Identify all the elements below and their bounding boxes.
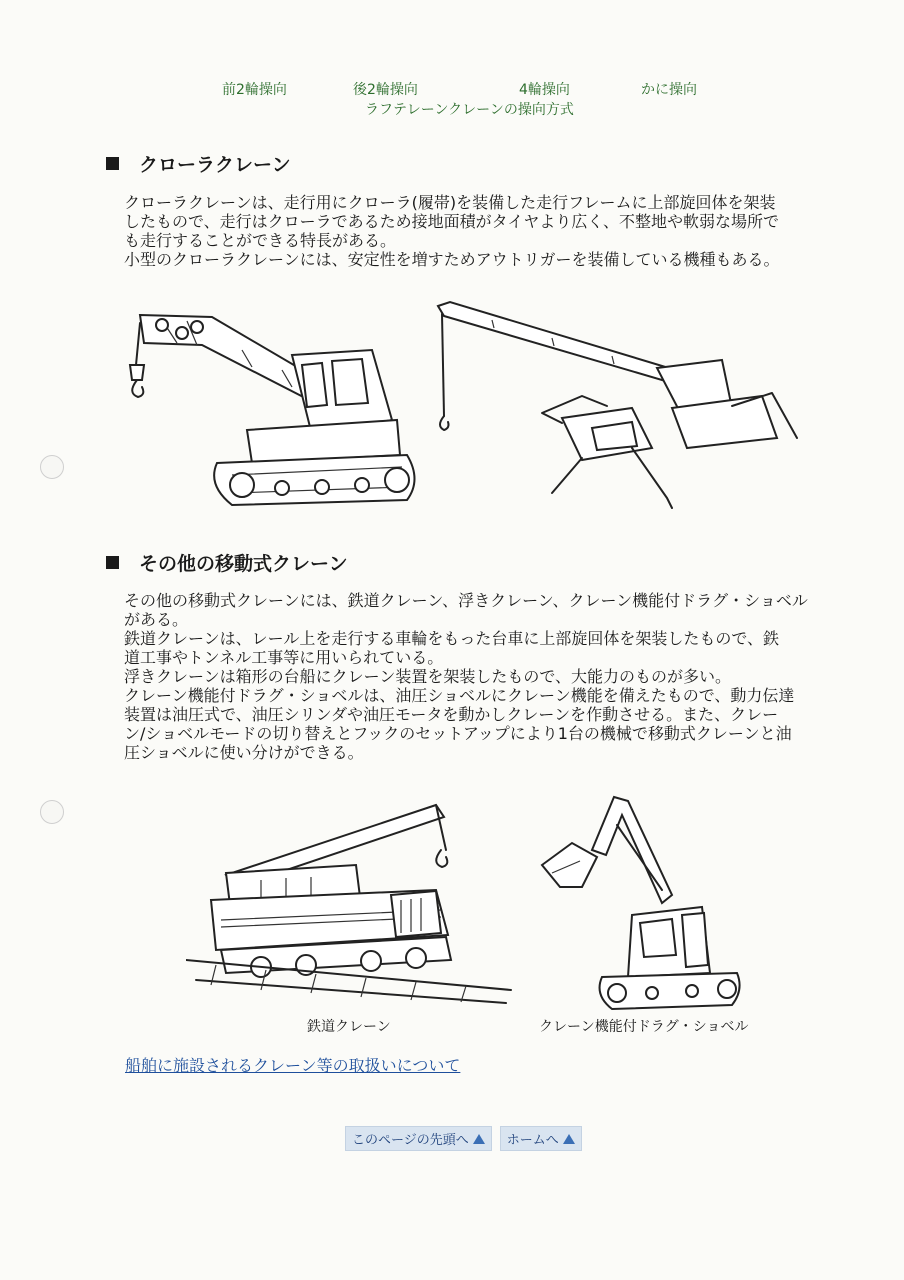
steering-label-rear: 後2輪操向 — [353, 82, 418, 98]
text-line: その他の移動式クレーンには、鉄道クレーン、浮きクレーン、クレーン機能付ドラグ・ショベル — [124, 591, 808, 610]
home-button[interactable] — [500, 1126, 582, 1151]
text-line: クローラクレーンは、走行用にクローラ(履帯)を装備した走行フレームに上部旋回体を架装 — [124, 193, 776, 212]
railway-crane-illustration — [186, 795, 516, 1010]
text-line: がある。 — [124, 610, 189, 629]
steering-label-crab: かに操向 — [641, 82, 697, 98]
steering-label-four: 4輪操向 — [519, 82, 570, 98]
text-line: 圧ショベルに使い分けができる。 — [124, 743, 364, 762]
binder-hole — [40, 455, 64, 479]
other-heading-text: その他の移動式クレーン — [139, 553, 348, 575]
crawler-heading — [106, 150, 291, 177]
text-line: クレーン機能付ドラグ・ショベルは、油圧ショベルにクレーン機能を備えたもので、動力伝達 — [124, 686, 795, 705]
ship-crane-link[interactable]: 船舶に施設されるクレーン等の取扱いについて — [125, 1056, 461, 1075]
crawler-paragraph — [124, 193, 824, 269]
up-triangle-icon — [473, 1134, 485, 1144]
text-line: 鉄道クレーンは、レール上を走行する車輪をもった台車に上部旋回体を架装したもので、鉄 — [124, 629, 780, 648]
up-triangle-icon — [563, 1134, 575, 1144]
text-line: も走行することができる特長がある。 — [124, 231, 397, 250]
railway-crane-caption: 鉄道クレーン — [307, 1019, 391, 1035]
page-top-button[interactable] — [345, 1126, 492, 1151]
steering-label-front: 前2輪操向 — [222, 82, 287, 98]
text-line: ン/ショベルモードの切り替えとフックのセットアップにより1台の機械で移動式クレーンと油 — [124, 724, 792, 743]
other-paragraph — [124, 591, 824, 762]
home-label: ホームへ — [506, 1133, 559, 1148]
text-line: 道工事やトンネル工事等に用いられている。 — [124, 648, 444, 667]
other-heading — [106, 549, 348, 576]
crawler-crane-illustration — [122, 295, 422, 510]
binder-hole — [40, 800, 64, 824]
square-bullet-icon — [106, 556, 119, 569]
crawler-heading-text: クローラクレーン — [139, 154, 291, 176]
excavator-crane-caption: クレーン機能付ドラグ・ショベル — [539, 1019, 749, 1035]
text-line: したもので、走行はクローラであるため接地面積がタイヤより広く、不整地や軟弱な場所で — [124, 212, 780, 231]
page-top-label: このページの先頭へ — [352, 1133, 469, 1148]
excavator-crane-illustration — [532, 795, 742, 1015]
square-bullet-icon — [106, 157, 119, 170]
text-line: 浮きクレーンは箱形の台船にクレーン装置を架装したもので、大能力のものが多い。 — [124, 667, 732, 686]
steering-caption: ラフテレーンクレーンの操向方式 — [365, 102, 574, 118]
footer-nav — [345, 1126, 582, 1151]
text-line: 装置は油圧式で、油圧シリンダや油圧モータを動かしクレーンを作動させる。また、クレー — [124, 705, 779, 724]
text-line: 小型のクローラクレーンには、安定性を増すためアウトリガーを装備している機種もある。 — [124, 250, 780, 269]
mini-crawler-crane-illustration — [432, 298, 802, 513]
